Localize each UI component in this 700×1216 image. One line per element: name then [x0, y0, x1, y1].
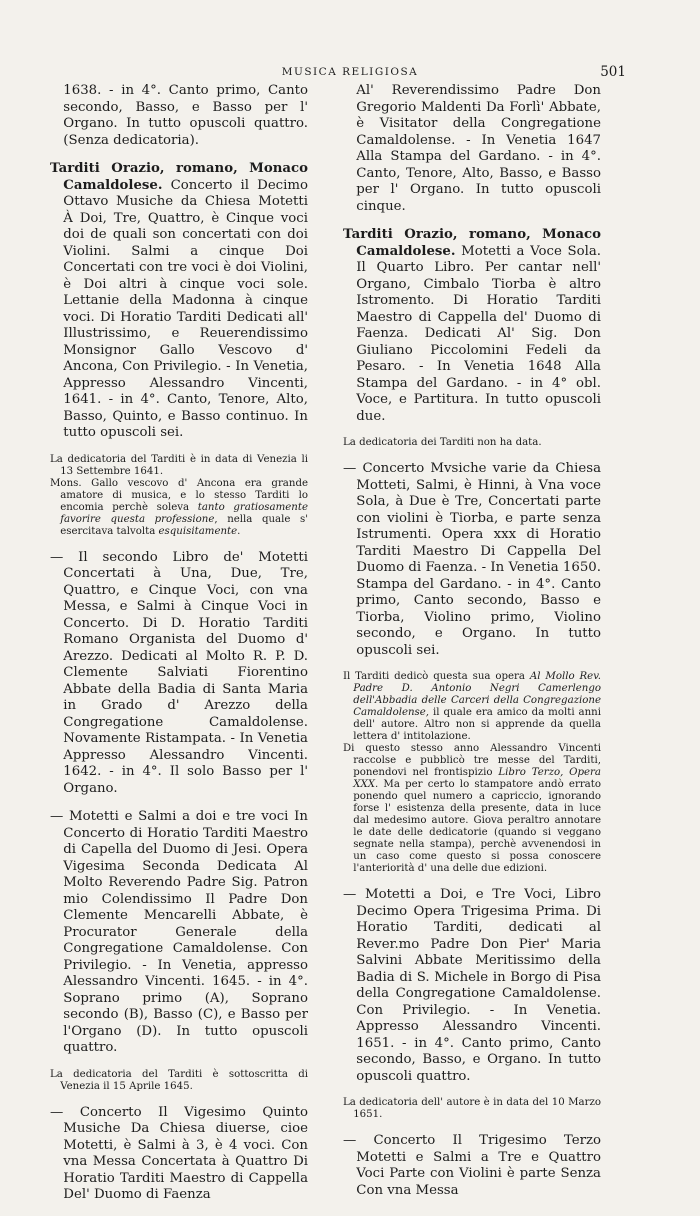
right-column [343, 83, 601, 1211]
page-number: 501 [600, 64, 626, 80]
footnote [343, 671, 601, 875]
catalog-entry [50, 161, 308, 442]
catalog-entry: — Concerto Il Vigesimo Quinto Musiche Da Chiesa diuerse, cioe Motetti, è Salmi à 3, è 4 voci. Con vna Messa Concertata à Quattro Di Horatio Tarditi Maestro di Cappella Del' Duomo di Faenza [50, 1104, 308, 1202]
entry-author: Tarditi Orazio, romano, Monaco Camaldolese. [50, 161, 308, 193]
footnote: La dedicatoria dei Tarditi non ha data. [343, 437, 542, 448]
entry-text: Motetti a Voce Sola. Il Quarto Libro. Per cantar nell' Organo, Cimbalo Tiorba è altro Istromento. Di Horatio Tarditi Maestro di Cappella del' Duomo di Faenza. Dedicati Al' Sig. Don Giuliano Piccolomini Fedeli da Pesaro. - In Venetia 1648 Alla Stampa del Gardano. - in 4° obl. Voce, e Partitura. In tutto opuscoli due. [356, 243, 601, 424]
footnote [50, 454, 308, 538]
catalog-entry: — Motetti a Doi, e Tre Voci, Libro Decimo Opera Trigesima Prima. Di Horatio Tarditi, dedicati al Rever.mo Padre Don Pier' Maria Salvini Abbate Meritissimo della Badia di S. Michele in Borgo di Pisa della Congregatione Camaldolense. Con Privilegio. - In Venetia. Appresso Alessandro Vincenti. 1651. - in 4°. Canto primo, Canto secondo, Basso, e Organo. In tutto opuscoli quattro. [343, 887, 601, 1084]
catalog-entry: — Concerto Mvsiche varie da Chiesa Motteti, Salmi, è Hinni, à Vna voce Sola, à Due è Tre, Concertati parte con violini è Tiorba, e parte senza Istrumenti. Opera xxx di Horatio Tarditi Maestro Di Cappella Del Duomo di Faenza. - In Venetia 1650. Stampa del Gardano. - in 4°. Canto primo, Canto secondo, Basso e Tiorba, Violino primo, Violino secondo, e Organo. In tutto opuscoli sei. [343, 461, 601, 658]
footnote-line: Di questo stesso anno Alessandro Vincenti raccolse e pubblicò tre messe del Tarditi, ponendovi nel frontispizio Libro Terzo, Opera XXX. Ma per certo lo stampatore andò errato ponendo quel numero a capriccio, ignorando forse l' esistenza della presente, data in luce dal medesimo autore. Giova peraltro annotare le date delle dedicatorie (quando si veggano segnate nella stampa), perchè avvenendosi in un caso come questo si possa conoscere l'anteriorità d' una delle due edizioni. [343, 743, 601, 874]
left-column [50, 83, 308, 1216]
footnote-line: Mons. Gallo vescovo d' Ancona era grande amatore di musica, e lo stesso Tarditi lo encomia perchè soleva tanto gratiosamente favorire questa professione, nella quale s' esercitava talvolta esquisitamente. [50, 477, 308, 537]
entry-author: Tarditi Orazio, romano, Monaco Camaldolese. [343, 227, 601, 259]
footnote-line: La dedicatoria del Tarditi è in data di Venezia li 13 Settembre 1641. [50, 453, 308, 477]
entry-text: Concerto il Decimo Ottavo Musiche da Chiesa Motetti À Doi, Tre, Quattro, è Cinque voci doi de quali son concertati con doi Violini. Salmi a cinque Doi Concertati con tre voci è doi Violini, è Doi altri à cinque voci sole. Lettanie della Madonna à cinque voci. Di Horatio Tarditi Dedicati all' Illustrissimo, e Reuerendissimo Monsignor Gallo Vescovo d' Ancona, Con Privilegio. - In Venetia, Appresso Alessandro Vincenti, 1641. - in 4°. Canto, Tenore, Alto, Basso, Quinto, e Basso continuo. In tutto opuscoli sei. [63, 177, 308, 440]
catalog-entry: — Il secondo Libro de' Motetti Concertati à Una, Due, Tre, Quattro, e Cinque Voci, con vna Messa, e Salmi à Cinque Voci in Concerto. Di D. Horatio Tarditi Romano Organista del Duomo d' Arezzo. Dedicati al Molto R. P. D. Clemente Salviati Fiorentino Abbate della Badia di Santa Maria in Grado d' Arezzo della Congregatione Camaldolense. Novamente Ristampata. - In Venetia Appresso Alessandro Vincenti. 1642. - in 4°. Il solo Basso per l' Organo. [50, 549, 308, 796]
footnote-line: Il Tarditi dedicò questa sua opera Al Mollo Rev. Padre D. Antonio Negri Camerlengo dell'Abbadia delle Carceri della Congregazione Camaldolense, il quale era amico da molti anni dell' autore. Altro non si apprende da quella lettera d' intitolazione. [343, 671, 601, 742]
catalog-entry: — Concerto Il Trigesimo Terzo Motetti e Salmi a Tre e Quattro Voci Parte con Violini è parte Senza Con vna Messa [343, 1133, 601, 1198]
catalog-entry: Al' Reverendissimo Padre Don Gregorio Maldenti Da Forlì' Abbate, è Visitator della Congregatione Camaldolense. - In Venetia 1647 Alla Stampa del Gardano. - in 4°. Canto, Tenore, Alto, Basso, e Basso per l' Organo. In tutto opuscoli cinque. [356, 83, 601, 214]
footnote: La dedicatoria dell' autore è in data del 10 Marzo 1651. [343, 1097, 601, 1120]
running-title: MUSICA RELIGIOSA [281, 66, 419, 78]
footnote: La dedicatoria del Tarditi è sottoscritta di Venezia il 15 Aprile 1645. [50, 1068, 308, 1092]
catalog-entry: 1638. - in 4°. Canto primo, Canto secondo, Basso, e Basso per l' Organo. In tutto opuscoli quattro. (Senza dedicatoria). [63, 83, 308, 148]
catalog-entry [343, 227, 601, 425]
catalog-entry: — Motetti e Salmi a doi e tre voci In Concerto di Horatio Tarditi Maestro di Capella del Duomo di Jesi. Opera Vigesima Seconda Dedicata Al Molto Reverendo Padre Sig. Patron mio Colendissimo Il Padre Don Clemente Mencarelli Abbate, è Procurator Generale della Congregatione Camaldolense. Con Privilegio. - In Venetia, appresso Alessandro Vincenti. 1645. - in 4°. Soprano primo (A), Soprano secondo (B), Basso (C), e Basso per l'Organo (D). In tutto opuscoli quattro. [50, 809, 308, 1055]
